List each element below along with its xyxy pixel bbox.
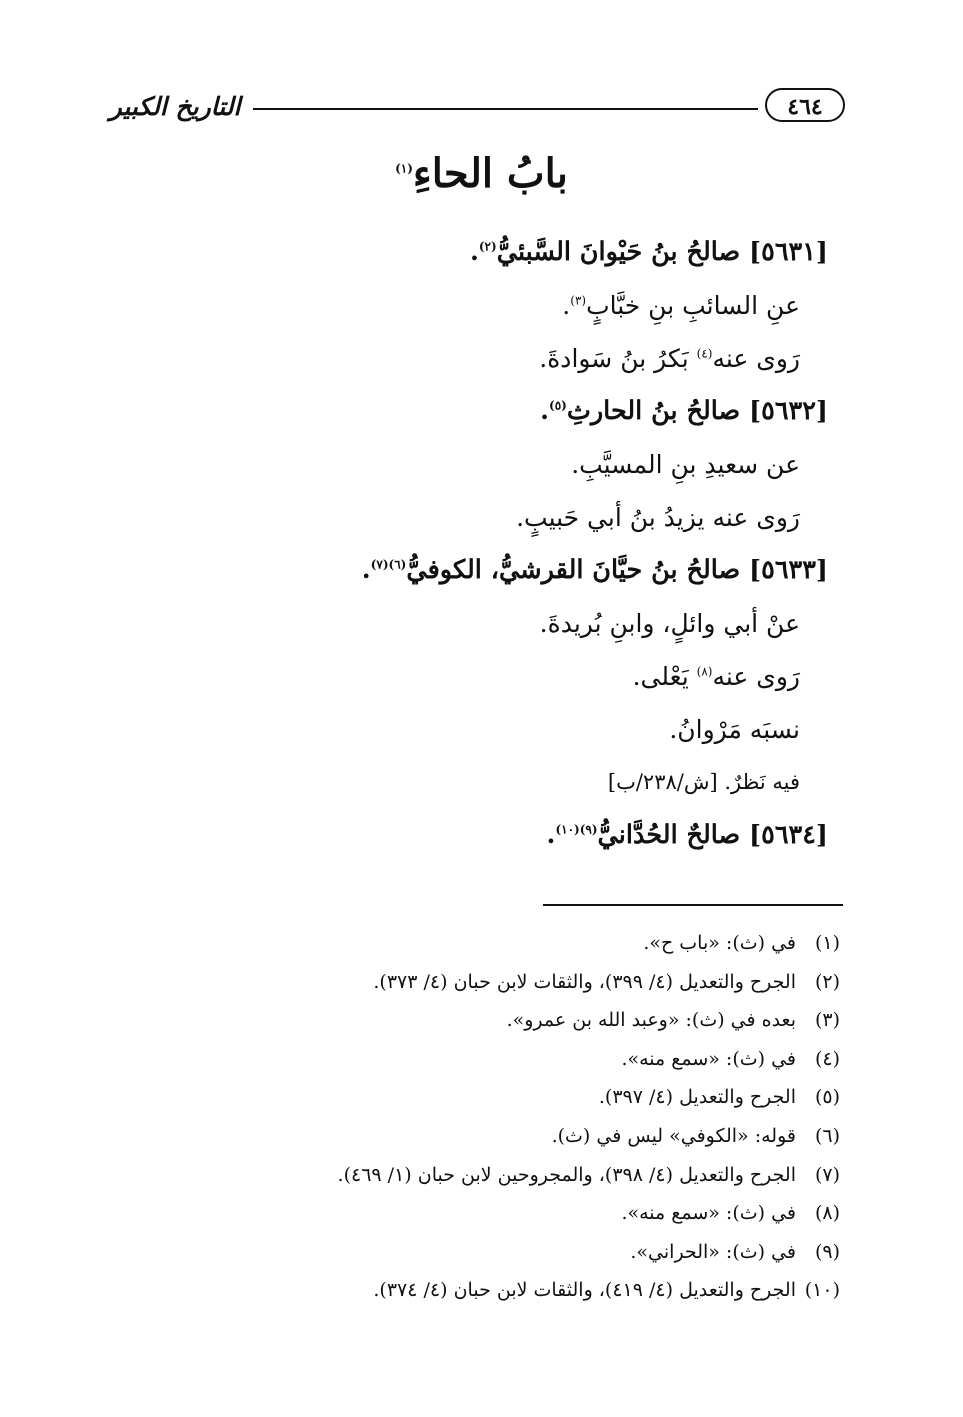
footnote-ref: (٩)(١٠) <box>555 822 598 837</box>
entry-line <box>150 438 828 491</box>
entry-text: [٥٦٣٤] صالحٌ الحُدَّانيُّ <box>597 820 828 850</box>
footnote-item <box>140 1233 840 1272</box>
footnote-separator <box>543 904 843 906</box>
footnote-text: الجرح والتعديل (٤/ ٣٩٩)، والثقات لابن حبان (٤/ ٣٧٣). <box>373 970 796 993</box>
footnote-text: الجرح والتعديل (٤/ ٣٩٧). <box>598 1086 796 1109</box>
chapter-title <box>0 150 963 197</box>
entry-heading <box>150 809 828 862</box>
footnote-item <box>140 1271 840 1310</box>
entry-text: عن سعيدِ بنِ المسيَّبِ. <box>571 450 800 479</box>
entry-line <box>150 491 828 544</box>
entry-tail: يَعْلى. <box>632 662 697 691</box>
entry-line <box>150 650 828 703</box>
entry-text: [٥٦٣٣] صالحُ بنُ حيَّانَ القرشيُّ، الكوفيُّ <box>406 555 828 585</box>
footnote-text: في (ث): «باب ح». <box>643 932 796 954</box>
entry-heading <box>150 226 828 279</box>
entry-line <box>150 597 828 650</box>
footnote-number: (٣) <box>814 1009 840 1032</box>
footnote-item <box>140 963 840 1002</box>
entry-text: نسبَه مَرْوانُ. <box>669 715 800 744</box>
footnote-ref: (٥) <box>549 398 567 413</box>
entry-tail: . <box>361 555 371 585</box>
entry-text: رَوى عنه <box>712 662 800 691</box>
footnote-ref: (٦)(٧) <box>370 557 407 572</box>
entry-line <box>150 703 828 756</box>
footnote-item <box>140 1156 840 1195</box>
entry-line <box>150 279 828 332</box>
entry-tail: . <box>562 291 571 320</box>
footnote-text: بعده في (ث): «وعبد الله بن عمرو». <box>506 1009 796 1032</box>
footnote-item <box>140 924 840 963</box>
entry-tail: بَكرُ بنُ سَوادةَ. <box>539 344 697 373</box>
running-header <box>105 88 845 128</box>
footnote-item <box>140 1078 840 1117</box>
entry-text: عنْ أبي وائلٍ، وابنِ بُريدةَ. <box>539 609 800 638</box>
footnote-ref: (٢) <box>478 239 497 254</box>
footnote-number: (١) <box>814 932 840 954</box>
footnote-number: (٨) <box>814 1202 840 1225</box>
footnote-number: (٥) <box>814 1086 840 1109</box>
footnote-item <box>140 1040 840 1079</box>
footnote-ref: (٣) <box>570 293 587 308</box>
footnote-ref: (١) <box>395 161 413 176</box>
entry-text: رَوى عنه <box>712 344 800 373</box>
footnote-item <box>140 1117 840 1156</box>
footnote-number: (٩) <box>814 1240 840 1263</box>
footnote-text: في (ث): «سمع منه». <box>621 1047 796 1070</box>
entry-line <box>150 332 828 385</box>
footnote-number: (٧) <box>814 1163 840 1186</box>
footnote-text: في (ث): «الحراني». <box>630 1240 796 1263</box>
footnote-text: الجرح والتعديل (٤/ ٤١٩)، والثقات لابن حبان (٤/ ٣٧٤). <box>373 1279 796 1302</box>
footnote-number: (٦) <box>814 1124 840 1147</box>
footnote-number: (١٠) <box>804 1279 840 1302</box>
entry-text: فيه نَظرٌ. [ش/٢٣٨/ب] <box>607 770 800 794</box>
entries-body <box>150 226 828 862</box>
entry-tail: . <box>546 820 556 850</box>
header-rule <box>253 108 758 110</box>
footnote-number: (٢) <box>814 970 840 993</box>
entry-text: رَوى عنه يزيدُ بنُ أبي حَبيبٍ. <box>516 503 800 532</box>
footnote-ref: (٨) <box>696 664 713 679</box>
footnote-text: قوله: «الكوفي» ليس في (ث). <box>551 1124 796 1147</box>
footnote-ref: (٤) <box>696 346 713 361</box>
entry-heading <box>150 544 828 597</box>
entry-text: عنِ السائبِ بنِ خبَّابٍ <box>586 291 800 320</box>
page-number: ٤٦٤ <box>765 88 845 122</box>
footnote-text: الجرح والتعديل (٤/ ٣٩٨)، والمجروحين لابن حبان (١/ ٤٦٩). <box>337 1163 796 1186</box>
footnotes-list <box>140 924 840 1310</box>
entry-text: [٥٦٣١] صالحُ بنُ حَيْوانَ السَّبئيُّ <box>496 237 828 267</box>
footnote-text: في (ث): «سمع منه». <box>621 1202 796 1225</box>
entry-heading <box>150 385 828 438</box>
chapter-title-text: بابُ الحاءِ <box>412 150 568 197</box>
entry-tail: . <box>540 396 550 426</box>
footnote-item <box>140 1194 840 1233</box>
entry-line <box>150 756 828 809</box>
footnote-item <box>140 1001 840 1040</box>
entry-tail: . <box>469 237 479 267</box>
book-title: التاريخ الكبير <box>109 92 241 121</box>
footnote-number: (٤) <box>814 1047 840 1070</box>
entry-text: [٥٦٣٢] صالحُ بنُ الحارثِ <box>566 396 828 426</box>
